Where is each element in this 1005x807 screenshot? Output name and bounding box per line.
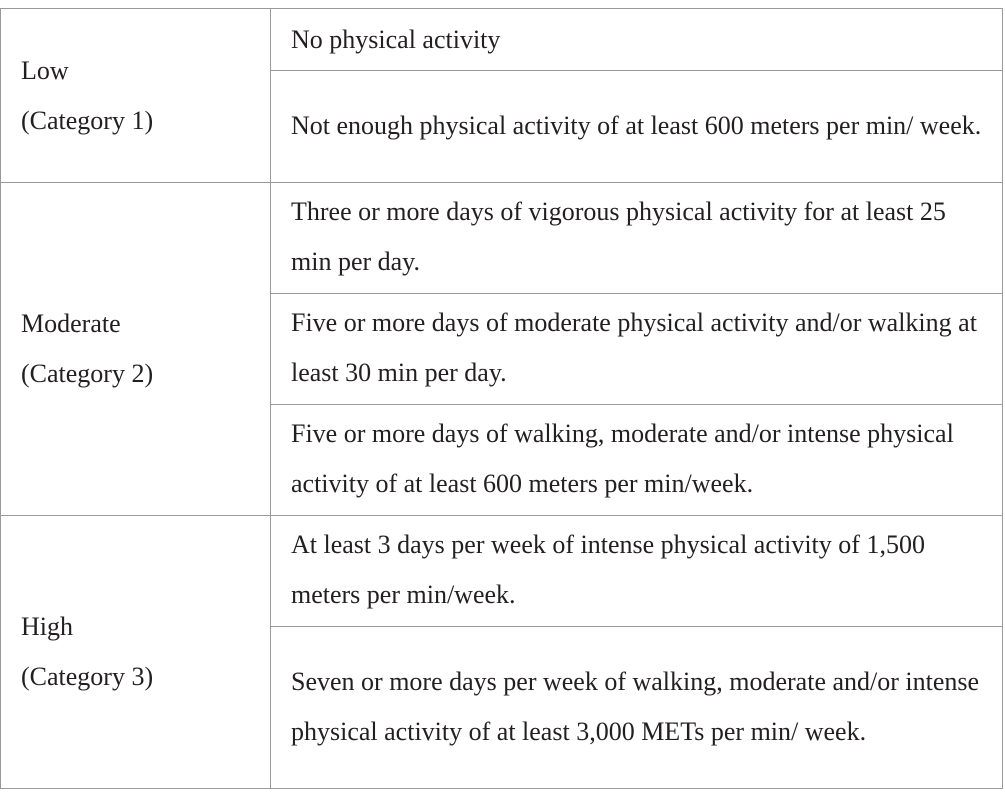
criterion-cell: Not enough physical activity of at least 600 meters per min/ week.: [271, 71, 1003, 183]
level-category: (Category 2): [21, 359, 154, 388]
criterion-cell: No physical activity: [271, 9, 1003, 71]
physical-activity-table: [0, 8, 1003, 789]
level-name: Moderate: [21, 309, 121, 338]
criterion-cell: Seven or more days per week of walking, moderate and/or intense physical activity of at least 3,000 METs per min/ week.: [271, 627, 1003, 789]
criterion-cell: Five or more days of walking, moderate and/or intense physical activity of at least 600 meters per min/week.: [271, 405, 1003, 516]
level-cell-high: [1, 516, 271, 789]
criterion-cell: Five or more days of moderate physical activity and/or walking at least 30 min per day.: [271, 294, 1003, 405]
level-name: High: [21, 612, 73, 641]
criterion-cell: Three or more days of vigorous physical activity for at least 25 min per day.: [271, 183, 1003, 294]
criterion-cell: At least 3 days per week of intense physical activity of 1,500 meters per min/week.: [271, 516, 1003, 627]
level-cell-moderate: [1, 183, 271, 516]
table-row: [1, 9, 1003, 71]
table-row: [1, 183, 1003, 294]
level-category: (Category 1): [21, 105, 154, 135]
level-category: (Category 3): [21, 662, 154, 691]
level-cell-low: [1, 9, 271, 183]
table-row: [1, 516, 1003, 627]
level-name: Low: [21, 55, 69, 85]
